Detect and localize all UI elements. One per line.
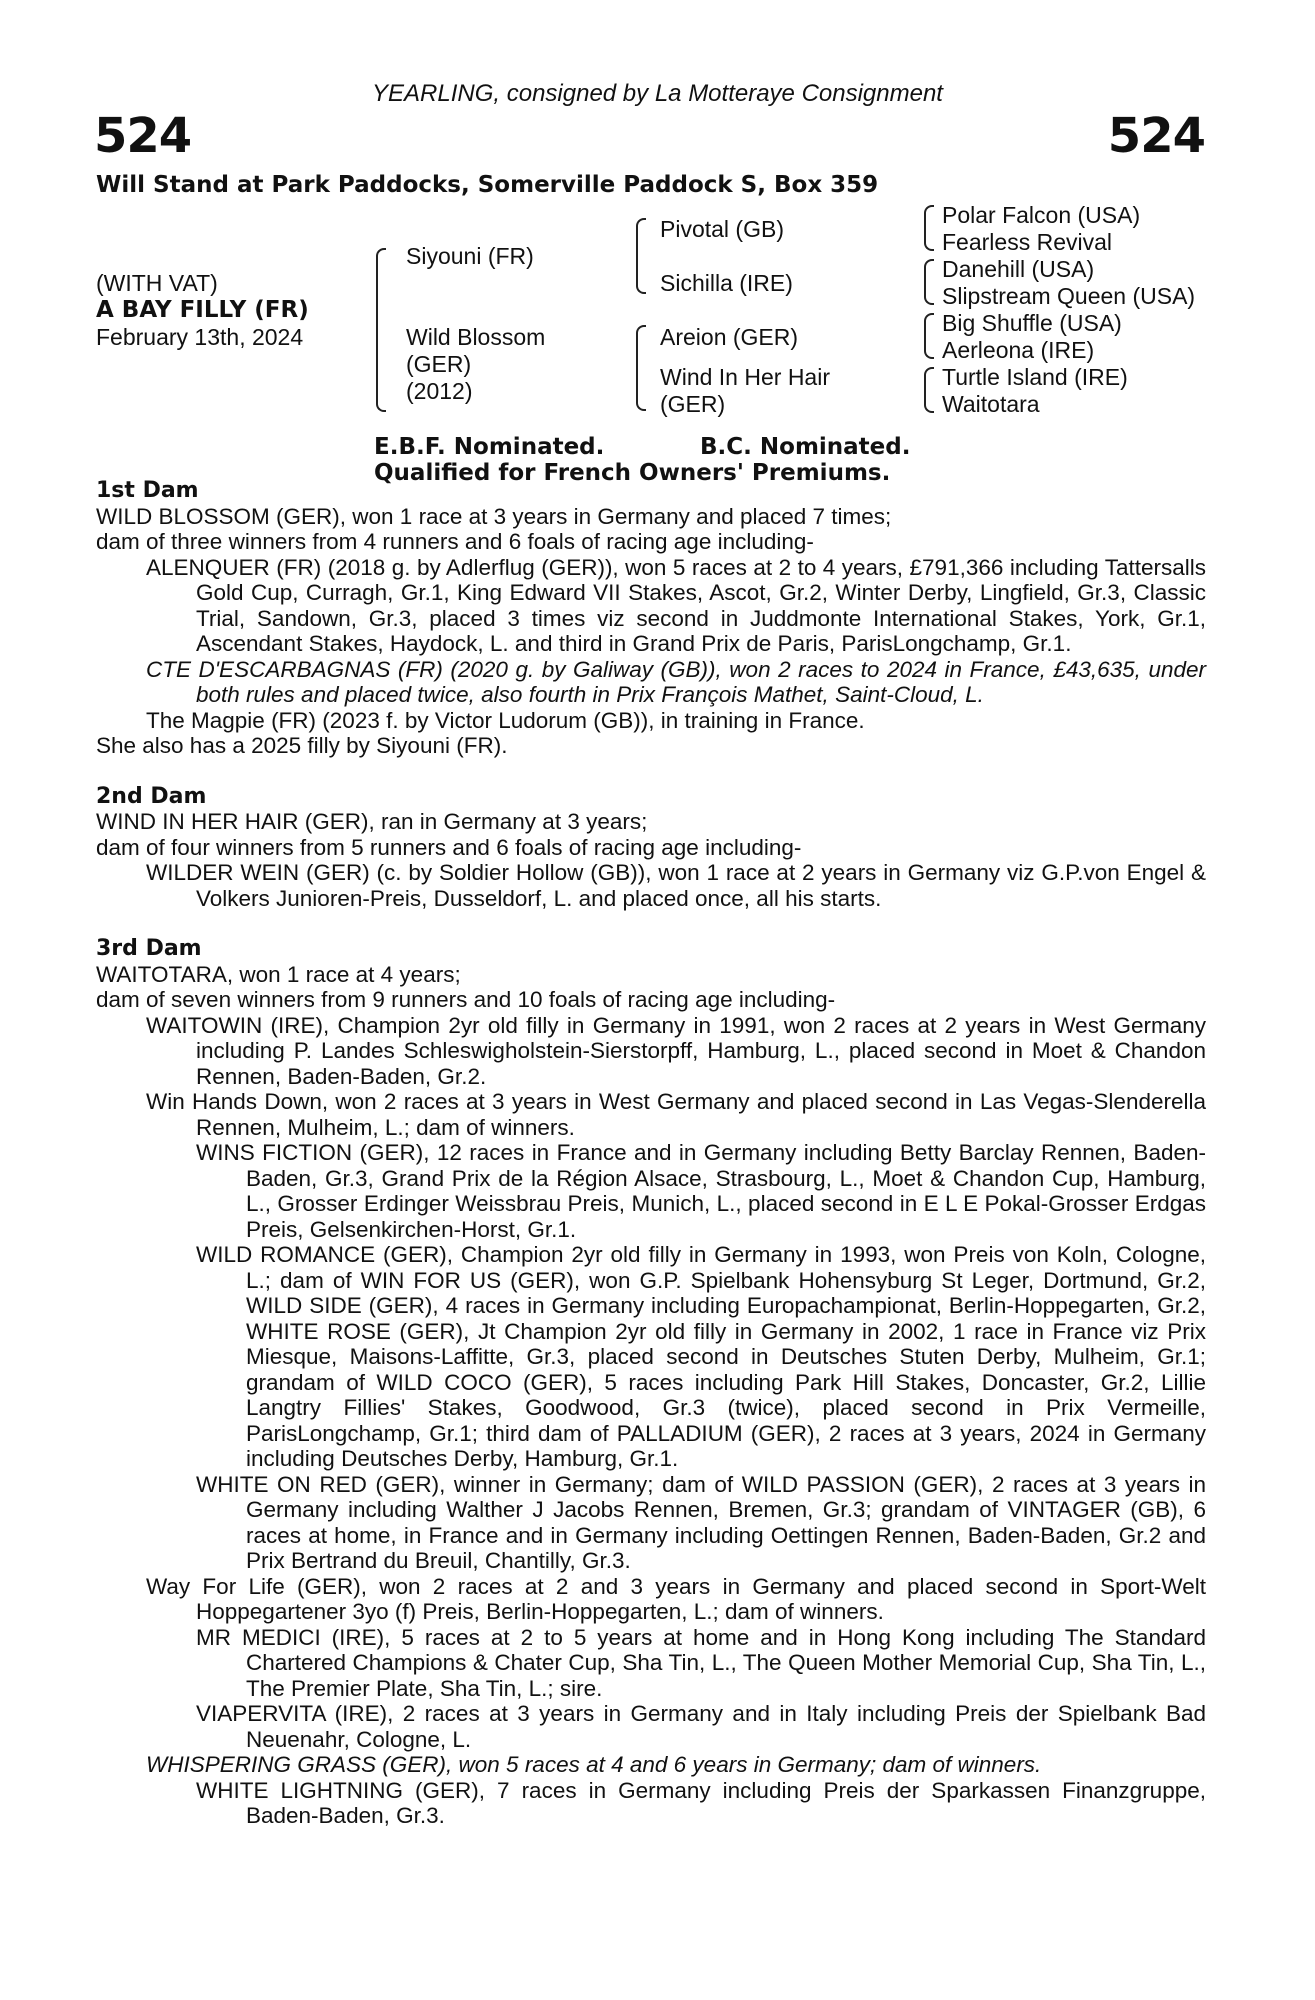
dds: Turtle Island (IRE)	[942, 364, 1128, 390]
dam-line2: (GER)	[406, 351, 472, 377]
brace-sire	[636, 218, 646, 294]
stand-location: Will Stand at Park Paddocks, Somerville Paddock S, Box 359	[96, 172, 879, 198]
dam1-heading: 1st Dam	[96, 478, 199, 503]
progeny-cte: CTE D'ESCARBAGNAS (FR) (2020 g. by Galiway (GB)), won 2 races to 2024 in France, £43,635, under both rules and placed twice, also fourth in Prix François Mathet, Saint-Cloud, L.	[146, 656, 1206, 707]
brace-gen1	[376, 248, 386, 412]
progeny-mr-medici: MR MEDICI (IRE), 5 races at 2 to 5 years at home and in Hong Kong including The Standard Chartered Champions & Chater Cup, Sha Tin, L., The Queen Mother Memorial Cup, Sha Tin, L., The Premier Plate, Sha Tin, L.; sire.	[196, 1624, 1206, 1701]
dam3-heading: 3rd Dam	[96, 936, 202, 961]
sdd: Slipstream Queen (USA)	[942, 283, 1196, 309]
progeny-wins-fiction: WINS FICTION (GER), 12 races in France and in Germany including Betty Barclay Rennen, Baden-Baden, Gr.3, Grand Prix de la Région Alsace, Strasbourg, L., Moet & Chandon Cup, Hamburg, L., Grosser Erdinger Weissbrau Preis, Munich, L., placed second in E L E Pokal-Grosser Erdgas Preis, Gelsenkirchen-Horst, Gr.1.	[196, 1140, 1206, 1242]
french-premiums: Qualified for French Owners' Premiums.	[374, 460, 891, 486]
dam2-heading: 2nd Dam	[96, 783, 207, 809]
dam1-also: She also has a 2025 filly by Siyouni (FR).	[96, 733, 508, 758]
lot-number-right: 524	[1107, 108, 1205, 164]
brace-ds	[924, 313, 934, 359]
progeny-alenquer: ALENQUER (FR) (2018 g. by Adlerflug (GER)), won 5 races at 2 to 4 years, £791,366 including Tattersalls Gold Cup, Curragh, Gr.1, King Edward VII Stakes, Ascot, Gr.2, Winter Derby, Lingfield, Gr.3, Classic Trial, Sandown, Gr.3, placed 3 times viz second in Juddmonte International Stakes, York, Gr.1, Ascendant Stakes, Haydock, L. and third in Grand Prix de Paris, ParisLongchamp, Gr.1.	[146, 554, 1206, 656]
dam-line3: (2012)	[406, 378, 473, 404]
dam3-produce-summary: dam of seven winners from 9 runners and 10 foals of racing age including-	[96, 987, 836, 1012]
dam2-race-record: WIND IN HER HAIR (GER), ran in Germany at 3 years;	[96, 809, 648, 834]
filly-name: A BAY FILLY (FR)	[96, 297, 309, 323]
ddd: Waitotara	[942, 391, 1040, 417]
progeny-whispering-grass: WHISPERING GRASS (GER), won 5 races at 4 and 6 years in Germany; dam of winners.	[146, 1752, 1042, 1777]
dam1-race-record: WILD BLOSSOM (GER), won 1 race at 3 years in Germany and placed 7 times;	[96, 503, 892, 529]
dam-line1: Wild Blossom	[406, 324, 546, 350]
consignment-line: YEARLING, consigned by La Motteraye Consignment	[372, 80, 943, 107]
progeny-wild-romance: WILD ROMANCE (GER), Champion 2yr old filly in Germany in 1993, won Preis von Koln, Cologne, L.; dam of WIN FOR US (GER), won G.P. Spielbank Hohensyburg St Leger, Dortmund, Gr.2, WILD SIDE (GER), 4 races in Germany including Europachampionat, Berlin-Hoppegarten, Gr.2, WHITE ROSE (GER), Jt Champion 2yr old filly in Germany in 2002, 1 race in France viz Prix Miesque, Maisons-Laffitte, Gr.3, placed second in Deutsches Stuten Derby, Mulheim, Gr.1; grandam of WILD COCO (GER), 5 races including Park Hill Stakes, Doncaster, Gr.2, Lillie Langtry Fillies' Stakes, Goodwood, Gr.3 (twice), placed second in Prix Vermeille, ParisLongchamp, Gr.1; third dam of PALLADIUM (GER), 2 races at 3 years, 2024 in Germany including Deutsches Derby, Hamburg, Gr.1.	[196, 1242, 1206, 1471]
dsd: Aerleona (IRE)	[942, 337, 1095, 363]
progeny-way-for-life: Way For Life (GER), won 2 races at 2 and 3 years in Germany and placed second in Sport-Welt Hoppegartener 3yo (f) Preis, Berlin-Hoppegarten, L.; dam of winners.	[146, 1573, 1206, 1624]
progeny-white-on-red: WHITE ON RED (GER), winner in Germany; dam of WILD PASSION (GER), 2 races at 3 years in Germany including Walther J Jacobs Rennen, Bremen, Gr.3; grandam of VINTAGER (GB), 6 races at home, in France and in Germany including Oettingen Rennen, Baden-Baden, Gr.2 and Prix Bertrand du Breuil, Chantilly, Gr.3.	[196, 1471, 1206, 1573]
sire: Siyouni (FR)	[406, 243, 534, 269]
progeny-viapervita: VIAPERVITA (IRE), 2 races at 3 years in Germany and in Italy including Preis der Spielbank Bad Neuenahr, Cologne, L.	[196, 1701, 1206, 1752]
progeny-waitowin: WAITOWIN (IRE), Champion 2yr old filly in Germany in 1991, won 2 races at 2 years in West Germany including P. Landes Schleswigholstein-Sierstorpff, Hamburg, L., placed second in Moet & Chandon Rennen, Baden-Baden, Gr.2.	[146, 1012, 1206, 1089]
progeny-wilder-wein: WILDER WEIN (GER) (c. by Soldier Hollow (GB)), won 1 race at 2 years in Germany viz G.P.von Engel & Volkers Junioren-Preis, Dusseldorf, L. and placed once, all his starts.	[146, 860, 1206, 911]
brace-dd	[924, 367, 934, 413]
brace-dam	[636, 325, 646, 411]
progeny-white-lightning: WHITE LIGHTNING (GER), 7 races in Germany including Preis der Sparkassen Finanzgruppe, Baden-Baden, Gr.3.	[196, 1777, 1206, 1828]
foaling-date: February 13th, 2024	[96, 324, 304, 350]
brace-ss	[924, 205, 934, 251]
sire-sire: Pivotal (GB)	[660, 216, 784, 242]
brace-sd	[924, 259, 934, 305]
vat-note: (WITH VAT)	[96, 270, 218, 296]
bc-nomination: B.C. Nominated.	[700, 434, 911, 460]
progeny-magpie: The Magpie (FR) (2023 f. by Victor Ludorum (GB)), in training in France.	[146, 707, 865, 733]
dam1-produce-summary: dam of three winners from 4 runners and 6 foals of racing age including-	[96, 529, 814, 554]
sire-dam: Sichilla (IRE)	[660, 270, 793, 296]
progeny-win-hands-down: Win Hands Down, won 2 races at 3 years in West Germany and placed second in Las Vegas-Slenderella Rennen, Mulheim, L.; dam of winners.	[146, 1089, 1206, 1140]
dam3-race-record: WAITOTARA, won 1 race at 4 years;	[96, 961, 461, 987]
produce-record	[96, 478, 1206, 1829]
dam-dam-line2: (GER)	[660, 391, 726, 417]
dam-sire: Areion (GER)	[660, 324, 799, 350]
sss: Polar Falcon (USA)	[942, 202, 1141, 228]
ssd: Fearless Revival	[942, 229, 1112, 255]
dss: Big Shuffle (USA)	[942, 310, 1122, 336]
ebf-nomination: E.B.F. Nominated.	[374, 434, 605, 460]
dam-dam-line1: Wind In Her Hair	[660, 364, 830, 390]
dam2-produce-summary: dam of four winners from 5 runners and 6 foals of racing age including-	[96, 834, 802, 860]
lot-number-left: 524	[94, 108, 192, 164]
sds: Danehill (USA)	[942, 256, 1095, 282]
